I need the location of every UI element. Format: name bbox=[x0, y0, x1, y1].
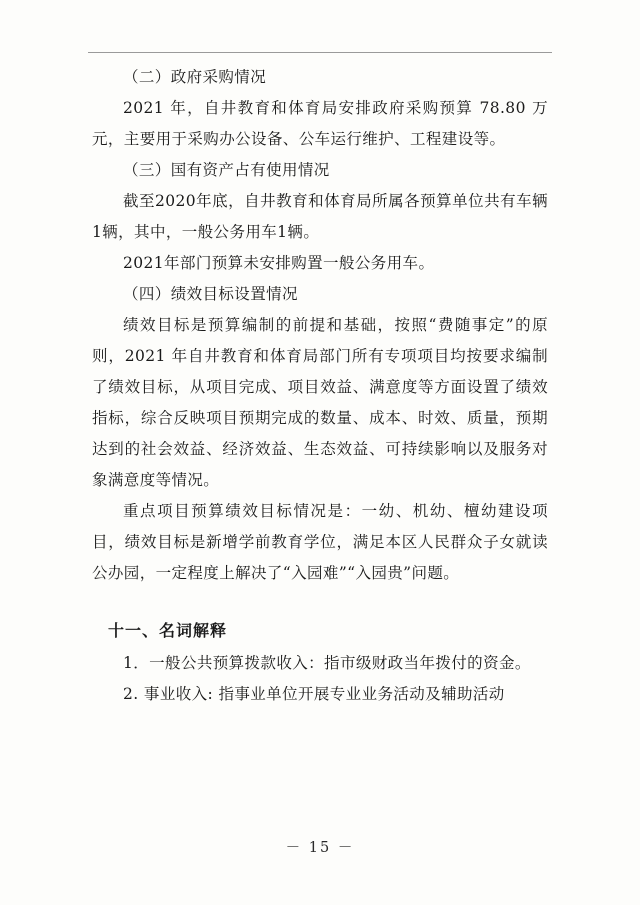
paragraph-vehicles-note: 2021年部门预算未安排购置一般公务用车。 bbox=[123, 254, 435, 272]
paragraph-performance-title: （四）绩效目标设置情况 bbox=[123, 285, 298, 303]
paragraph-procurement-title: （二）政府采购情况 bbox=[123, 68, 267, 86]
paragraph-assets-title: （三）国有资产占有使用情况 bbox=[123, 161, 330, 179]
paragraph-assets-body: 截至2020年底，自井教育和体育局所属各预算单位共有车辆1辆，其中，一般公务用车1辆。 bbox=[92, 192, 548, 241]
definition-item-1: 1．一般公共预算拨款收入：指市级财政当年拨付的资金。 bbox=[123, 654, 531, 672]
paragraph-key-projects: 重点项目预算绩效目标情况是：一幼、机幼、檀幼建设项目，绩效目标是新增学前教育学位，满足本区人民群众子女就读公办园，一定程度上解决了“入园难”“入园贵”问题。 bbox=[92, 502, 548, 582]
document-body bbox=[92, 62, 548, 710]
paragraph-performance-body: 绩效目标是预算编制的前提和基础，按照“费随事定”的原则，2021 年自井教育和体育局部门所有专项项目均按要求编制了绩效目标，从项目完成、项目效益、满意度等方面设置了绩效指标，综合反映项目预期完成的数量、成本、时效、质量，预期达到的社会效益、经济效益、生态效益、可持续影响以及服务对象满意度等情况。 bbox=[92, 316, 548, 489]
page-top-rule bbox=[88, 52, 552, 53]
section-heading-glossary: 十一、名词解释 bbox=[108, 621, 228, 640]
paragraph-procurement-body: 2021 年，自井教育和体育局安排政府采购预算 78.80 万元，主要用于采购办公设备、公车运行维护、工程建设等。 bbox=[92, 99, 548, 148]
page-number: － 15 － bbox=[285, 840, 355, 856]
definition-item-2: 2. 事业收入: 指事业单位开展专业业务活动及辅助活动 bbox=[123, 685, 505, 703]
